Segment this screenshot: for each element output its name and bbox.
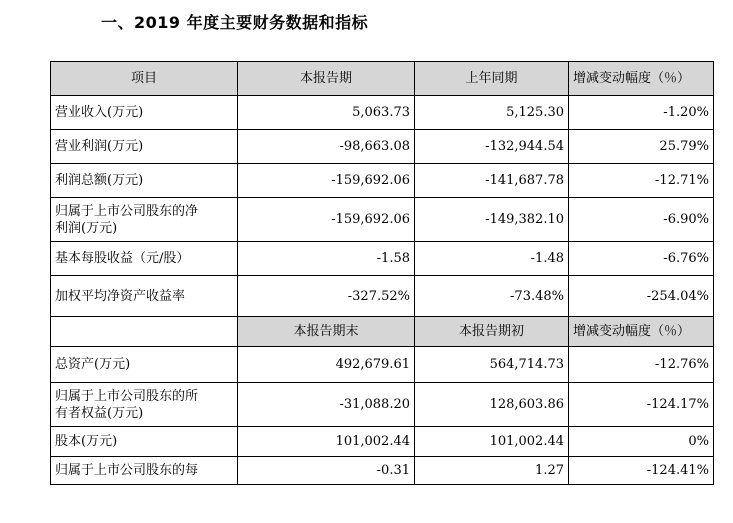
column-header-period-end: 本报告期末 (238, 317, 415, 347)
column-header-prior-year: 上年同期 (415, 62, 569, 96)
cell-previous: -73.48% (415, 276, 569, 317)
cell-current: -159,692.06 (238, 198, 415, 242)
table-row (51, 198, 714, 242)
row-label-line2: 利润(万元) (55, 220, 118, 236)
cell-current: 5,063.73 (238, 96, 415, 130)
row-label: 基本每股收益（元/股） (51, 242, 238, 276)
column-header-change: 增减变动幅度（％） (569, 317, 714, 347)
table-row (51, 242, 714, 276)
financial-data-table (50, 61, 714, 485)
row-label: 总资产(万元) (51, 347, 238, 383)
cell-change: -1.20% (569, 96, 714, 130)
cell-previous: 128,603.86 (415, 383, 569, 427)
column-header-item: 项目 (51, 62, 238, 96)
subheader-empty-cell (51, 317, 238, 347)
table-row (51, 276, 714, 317)
cell-change: -6.90% (569, 198, 714, 242)
section-heading: 一、2019 年度主要财务数据和指标 (101, 13, 369, 32)
table-subheader-row (51, 317, 714, 347)
cell-current: -31,088.20 (238, 383, 415, 427)
row-label: 营业利润(万元) (51, 130, 238, 164)
cell-current: -327.52% (238, 276, 415, 317)
table-row (51, 427, 714, 457)
column-header-period-start: 本报告期初 (415, 317, 569, 347)
cell-previous: -132,944.54 (415, 130, 569, 164)
cell-current: 492,679.61 (238, 347, 415, 383)
cell-change: -6.76% (569, 242, 714, 276)
table-row (51, 383, 714, 427)
cell-previous: -149,382.10 (415, 198, 569, 242)
table-row (51, 347, 714, 383)
cell-previous: -1.48 (415, 242, 569, 276)
cell-current: -1.58 (238, 242, 415, 276)
row-label (51, 383, 238, 427)
cell-previous: -141,687.78 (415, 164, 569, 198)
cell-previous: 1.27 (415, 457, 569, 485)
table-row (51, 130, 714, 164)
cell-current: -159,692.06 (238, 164, 415, 198)
row-label: 营业收入(万元) (51, 96, 238, 130)
row-label: 利润总额(万元) (51, 164, 238, 198)
column-header-current-period: 本报告期 (238, 62, 415, 96)
row-label: 加权平均净资产收益率 (51, 276, 238, 317)
cell-change: -124.41% (569, 457, 714, 485)
row-label-line1: 归属于上市公司股东的所 (55, 388, 199, 404)
cell-change: 25.79% (569, 130, 714, 164)
table-row (51, 164, 714, 198)
cell-change: -124.17% (569, 383, 714, 427)
cell-previous: 101,002.44 (415, 427, 569, 457)
table-row (51, 96, 714, 130)
table-header-row (51, 62, 714, 96)
column-header-change: 增减变动幅度（％） (569, 62, 714, 96)
cell-current: 101,002.44 (238, 427, 415, 457)
row-label-line2: 有者权益(万元) (55, 405, 144, 421)
cell-change: -12.76% (569, 347, 714, 383)
cell-previous: 564,714.73 (415, 347, 569, 383)
table-row (51, 457, 714, 485)
cell-previous: 5,125.30 (415, 96, 569, 130)
row-label: 归属于上市公司股东的每 (51, 457, 238, 485)
cell-current: -0.31 (238, 457, 415, 485)
cell-change: 0% (569, 427, 714, 457)
cell-change: -12.71% (569, 164, 714, 198)
cell-change: -254.04% (569, 276, 714, 317)
row-label (51, 198, 238, 242)
row-label: 股本(万元) (51, 427, 238, 457)
row-label-line1: 归属于上市公司股东的净 (55, 203, 199, 219)
cell-current: -98,663.08 (238, 130, 415, 164)
